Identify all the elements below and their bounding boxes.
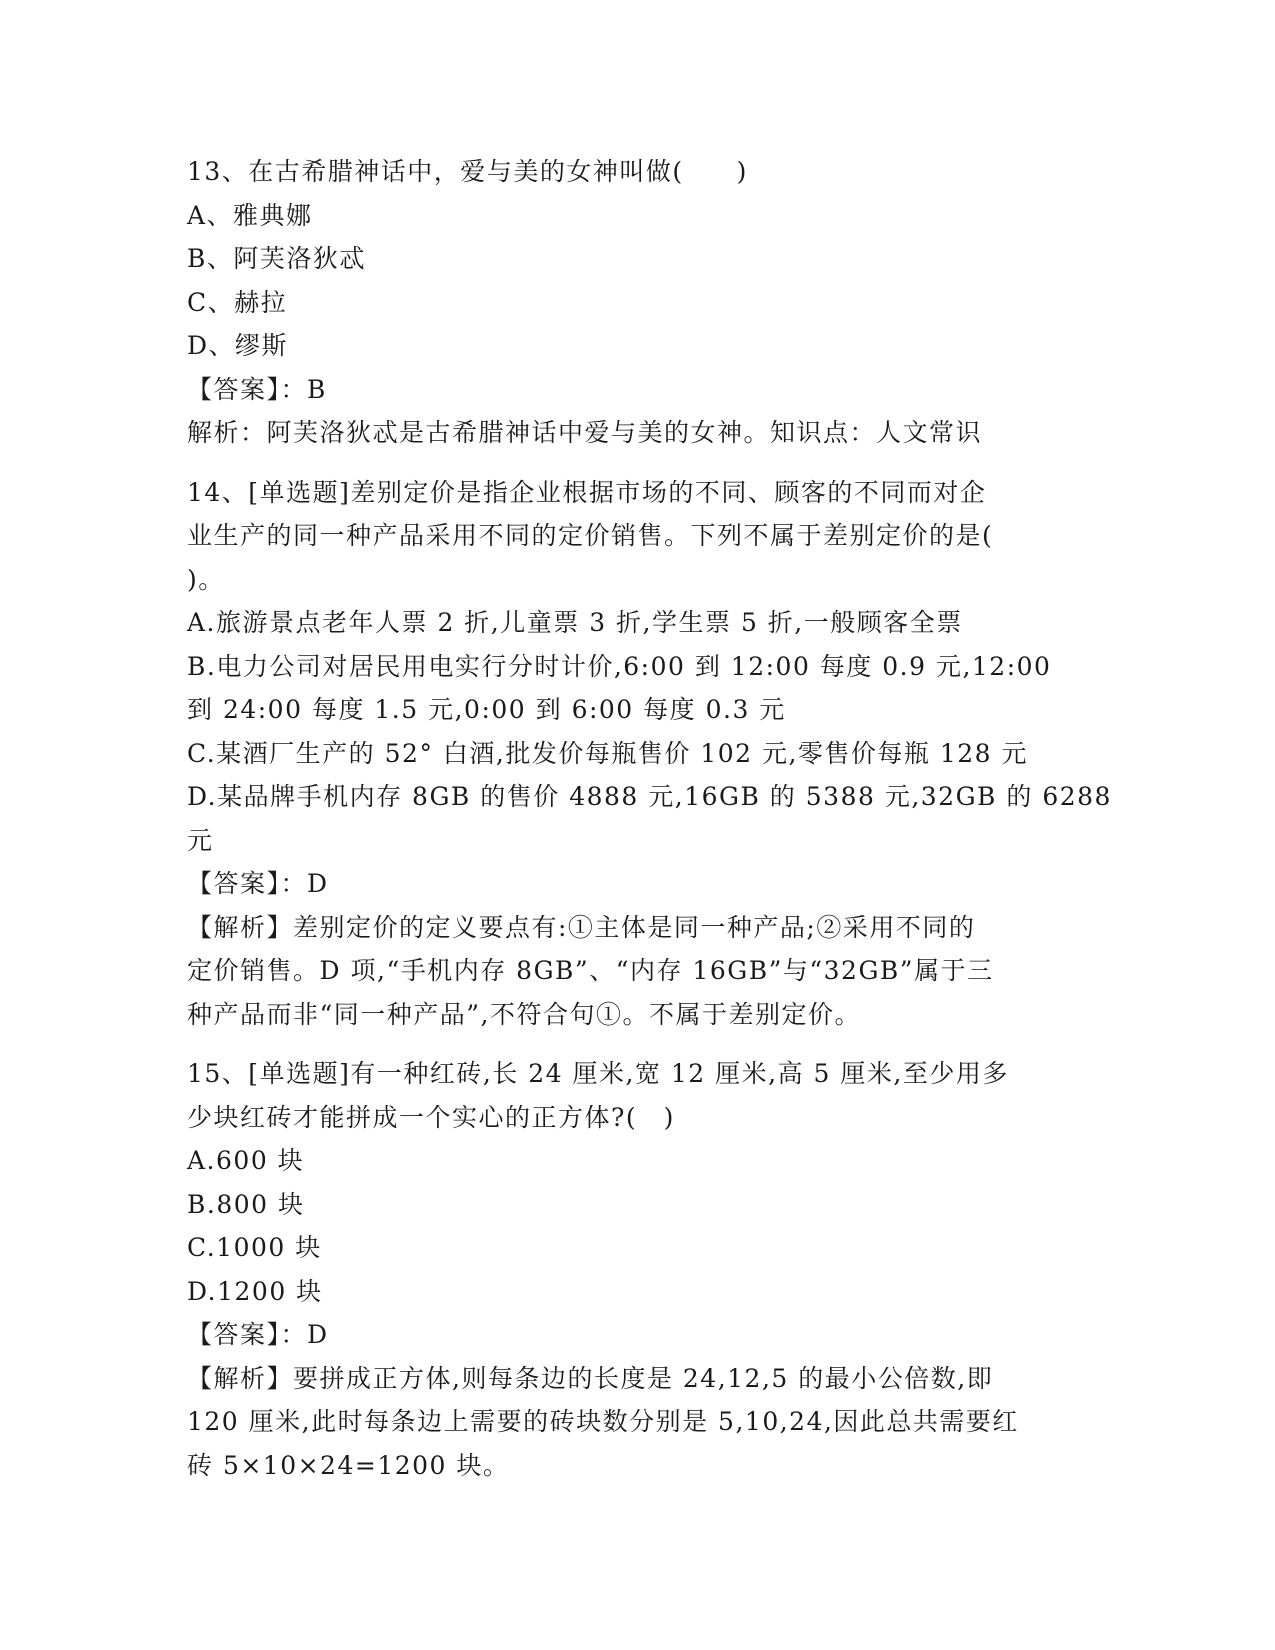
question-text: 业生产的同一种产品采用不同的定价销售。下列不属于差别定价的是( [187, 521, 994, 550]
option-d: D.某品牌手机内存 8GB 的售价 4888 元,16GB 的 5388 元,32GB 的 6288 [187, 782, 1112, 811]
question-spacer [187, 1036, 1087, 1052]
option-b: B、阿芙洛狄忒 [187, 244, 366, 273]
question-text: 13、在古希腊神话中，爱与美的女神叫做( ) [187, 157, 748, 186]
explanation: 砖 5×10×24=1200 块。 [187, 1450, 510, 1480]
question-text: )。 [187, 564, 225, 594]
option-d: D、缪斯 [187, 331, 289, 360]
document-page [187, 150, 1112, 1487]
question-14 [187, 471, 1112, 1037]
question-text: 15、[单选题]有一种红砖,长 24 厘米,宽 12 厘米,高 5 厘米,至少用多 [187, 1059, 1009, 1088]
explanation: 【解析】要拼成正方体,则每条边的长度是 24,12,5 的最小公倍数,即 [187, 1363, 994, 1393]
answer: 【答案】：D [187, 1320, 329, 1349]
explanation: 120 厘米,此时每条边上需要的砖块数分别是 5,10,24,因此总共需要红 [187, 1407, 1019, 1436]
option-b: 到 24:00 每度 1.5 元,0:00 到 6:00 每度 0.3 元 [187, 695, 786, 724]
option-d: 元 [187, 825, 214, 855]
question-spacer [187, 455, 1087, 471]
answer: 【答案】：D [187, 869, 329, 898]
option-b: B.电力公司对居民用电实行分时计价,6:00 到 12:00 每度 0.9 元,12:00 [187, 651, 1052, 681]
option-c: C、赫拉 [187, 287, 288, 317]
option-a: A.旅游景点老年人票 2 折,儿童票 3 折,学生票 5 折,一般顾客全票 [187, 608, 963, 637]
question-text: 少块红砖才能拼成一个实心的正方体?( ) [187, 1102, 675, 1132]
option-a: A、雅典娜 [187, 200, 313, 230]
option-a: A.600 块 [187, 1146, 305, 1175]
question-15 [187, 1052, 1087, 1487]
explanation: 定价销售。D 项,“手机内存 8GB”、“内存 16GB”与“32GB”属于三 [187, 956, 994, 985]
option-c: C.某酒厂生产的 52° 白酒,批发价每瓶售价 102 元,零售价每瓶 128 元 [187, 738, 1029, 768]
explanation: 种产品而非“同一种产品”,不符合句①。不属于差别定价。 [187, 999, 862, 1029]
option-c: C.1000 块 [187, 1233, 322, 1262]
option-b: B.800 块 [187, 1189, 305, 1219]
explanation: 【解析】差别定价的定义要点有:①主体是同一种产品;②采用不同的 [187, 912, 976, 942]
option-d: D.1200 块 [187, 1276, 323, 1306]
question-13 [187, 150, 1087, 455]
question-text: 14、[单选题]差别定价是指企业根据市场的不同、顾客的不同而对企 [187, 477, 987, 507]
answer: 【答案】：B [187, 374, 327, 404]
explanation: 解析：阿芙洛狄忒是古希腊神话中爱与美的女神。知识点：人文常识 [187, 418, 983, 447]
